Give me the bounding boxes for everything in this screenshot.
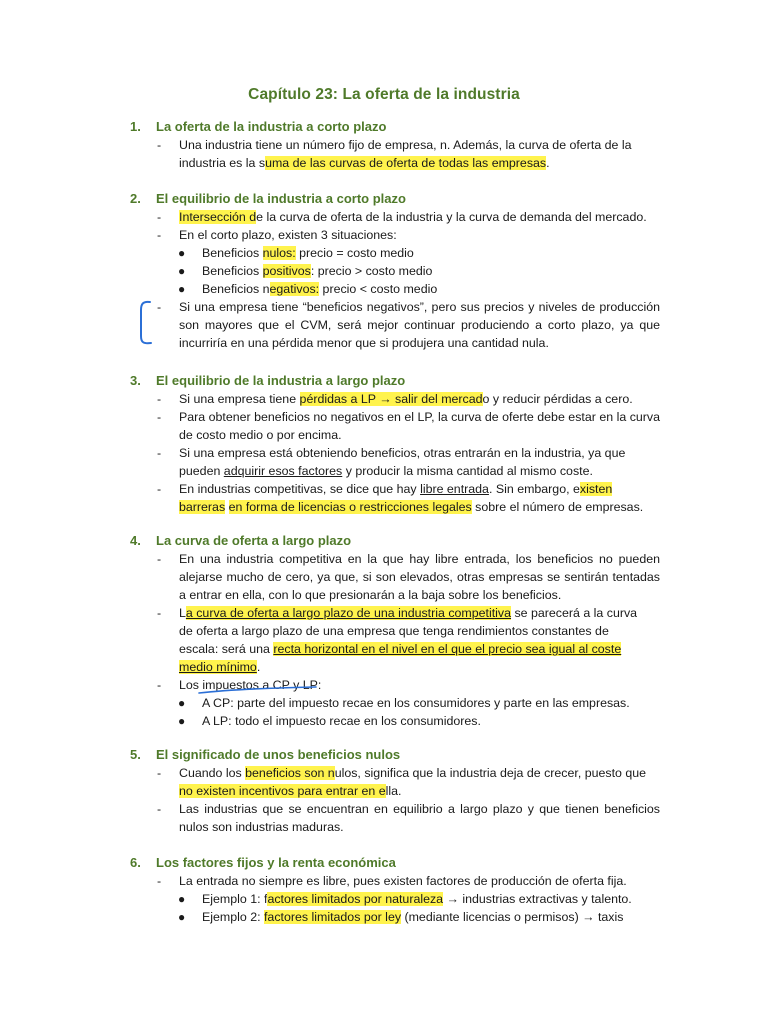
section-3 <box>130 372 660 516</box>
list-item: - En industrias competitivas, se dice que hay libre entrada. Sin embargo, existen barreras en forma de licencias o restricciones legales sobre el número de empresas. <box>157 482 644 514</box>
section-heading: 1. La oferta de la industria a corto plazo <box>130 119 387 134</box>
list-item: - Para obtener beneficios no negativos en el LP, la curva de oferte debe estar en la curva de costo medio o por encima. <box>157 410 660 442</box>
section-heading: 2. El equilibrio de la industria a corto plazo <box>130 191 406 206</box>
bullet-item: ● A CP: parte del impuesto recae en los consumidores y parte en las empresas. <box>178 696 630 710</box>
list-item: - Cuando los beneficios son nulos, significa que la industria deja de crecer, puesto que no existen incentivos para entrar en ella. <box>157 766 647 798</box>
list-item: - En el corto plazo, existen 3 situaciones: <box>157 228 397 242</box>
list-item: - En una industria competitiva en la que hay libre entrada, los beneficios no pueden alejarse mucho de cero, ya que, si son elevados, otras empresas se sentirán tentadas a entrar en ella, con lo que presionarán a la baja sobre los beneficios. <box>157 552 660 602</box>
list-item: - Los impuestos a CP y LP: <box>157 678 322 692</box>
bullet-item: ● Beneficios positivos: precio > costo medio <box>178 264 433 278</box>
list-item: - Si una empresa tiene “beneficios negativos”, pero sus precios y niveles de producción son mayores que el CVM, será mejor continuar produciendo a corto plazo, ya que incurriría en una pérdida menor que si produjera una cantidad nula. <box>157 300 660 350</box>
list-item: - Una industria tiene un número fijo de empresa, n. Además, la curva de oferta de la industria es la suma de las curvas de oferta de todas las empresas. <box>157 138 632 170</box>
section-6 <box>130 854 660 926</box>
section-heading: 6. Los factores fijos y la renta económica <box>130 855 396 870</box>
section-heading: 5. El significado de unos beneficios nulos <box>130 747 401 762</box>
bullet-item: ● A LP: todo el impuesto recae en los consumidores. <box>178 714 481 728</box>
list-item: - La curva de oferta a largo plazo de una industria competitiva se parecerá a la curva de oferta a largo plazo de una empresa que tenga rendimientos constantes de escala: será una recta horizontal en el nivel en el que el precio sea igual al coste medio mínimo. <box>157 606 638 674</box>
section-4 <box>130 532 660 730</box>
bullet-item: ● Beneficios nulos: precio = costo medio <box>178 246 414 260</box>
section-2 <box>130 190 660 352</box>
section-1 <box>130 118 660 172</box>
list-item: - Intersección de la curva de oferta de la industria y la curva de demanda del mercado. <box>157 210 647 224</box>
list-item: - La entrada no siempre es libre, pues existen factores de producción de oferta fija. <box>157 874 627 888</box>
list-item: - Las industrias que se encuentran en equilibrio a largo plazo y que tienen beneficios nulos son industrias maduras. <box>157 802 660 834</box>
bullet-item: ● Beneficios negativos: precio < costo medio <box>178 282 438 296</box>
bullet-item: ● Ejemplo 1: factores limitados por naturaleza → industrias extractivas y talento. <box>178 892 632 906</box>
bullet-item: ● Ejemplo 2: factores limitados por ley (mediante licencias o permisos) → taxis <box>178 910 624 924</box>
chapter-title: Capítulo 23: La oferta de la industria <box>248 86 520 103</box>
section-5 <box>130 746 660 836</box>
section-heading: 4. La curva de oferta a largo plazo <box>130 533 352 548</box>
list-item: - Si una empresa está obteniendo beneficios, otras entrarán en la industria, ya que pueden adquirir esos factores y producir la misma cantidad al mismo coste. <box>157 446 626 478</box>
list-item: - Si una empresa tiene pérdidas a LP → salir del mercado y reducir pérdidas a cero. <box>157 392 633 406</box>
section-heading: 3. El equilibrio de la industria a largo plazo <box>130 373 406 388</box>
